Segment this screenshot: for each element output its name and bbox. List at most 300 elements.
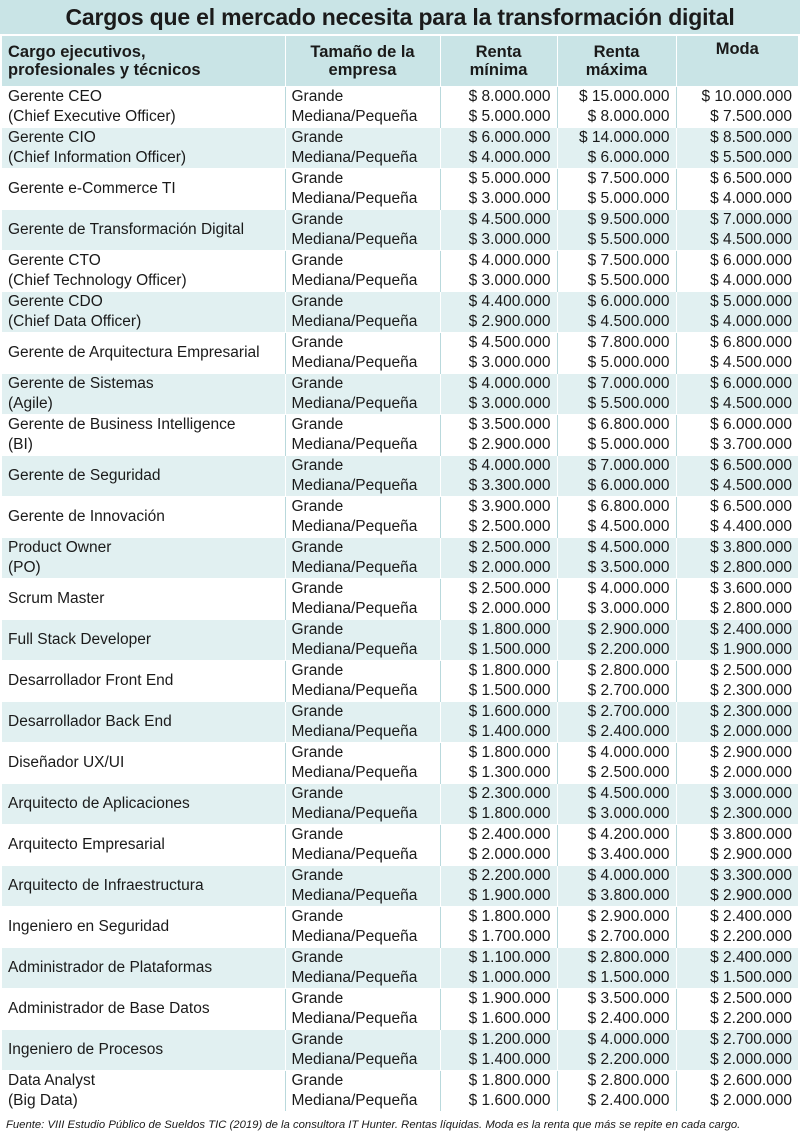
- moda-cell: [676, 948, 798, 989]
- moda-mediana: $ 2.800.000: [710, 600, 792, 617]
- renta-maxima-cell: [557, 251, 676, 292]
- minima-mediana: $ 2.900.000: [468, 436, 551, 453]
- tamano-mediana: Mediana/Pequeña: [291, 559, 418, 576]
- source-note: Fuente: VIII Estudio Público de Sueldos TIC (2019) de la consultora IT Hunter. Rentas líquidas. Moda es la renta que más se repite en cada cargo.: [6, 1119, 741, 1131]
- minima-grande: $ 1.100.000: [468, 949, 551, 966]
- cargo-name: Desarrollador Back End: [8, 713, 172, 730]
- minima-grande: $ 1.600.000: [468, 703, 551, 720]
- minima-grande: $ 6.000.000: [468, 129, 551, 146]
- tamano-grande: Grande: [291, 170, 344, 187]
- tamano-mediana: Mediana/Pequeña: [291, 272, 418, 289]
- renta-maxima-cell: [557, 784, 676, 825]
- moda-mediana: $ 4.500.000: [710, 477, 792, 494]
- table-row: [2, 702, 798, 743]
- tamano-grande: Grande: [291, 498, 344, 515]
- moda-cell: [676, 415, 798, 456]
- table-row: [2, 743, 798, 784]
- maxima-mediana: $ 5.500.000: [587, 395, 670, 412]
- table-row: [2, 210, 798, 251]
- tamano-mediana: Mediana/Pequeña: [291, 190, 418, 207]
- maxima-grande: $ 2.800.000: [587, 662, 670, 679]
- renta-maxima-cell: [557, 87, 676, 128]
- minima-grande: $ 5.000.000: [468, 170, 551, 187]
- tamano-grande: Grande: [291, 88, 344, 105]
- cargo-name: Gerente de Seguridad: [8, 467, 161, 484]
- moda-mediana: $ 2.800.000: [710, 559, 792, 576]
- renta-maxima-cell: [557, 825, 676, 866]
- moda-cell: [676, 1071, 798, 1112]
- table-row: [2, 87, 798, 128]
- moda-grande: $ 8.500.000: [710, 129, 792, 146]
- maxima-mediana: $ 2.200.000: [587, 641, 670, 658]
- cargo-name: Gerente de Transformación Digital: [8, 221, 245, 238]
- moda-cell: [676, 579, 798, 620]
- tamano-cell: [285, 87, 440, 128]
- cargo-cell: [2, 538, 285, 579]
- tamano-grande: Grande: [291, 785, 344, 802]
- tamano-mediana: Mediana/Pequeña: [291, 805, 418, 822]
- tamano-mediana: Mediana/Pequeña: [291, 436, 418, 453]
- renta-maxima-cell: [557, 415, 676, 456]
- moda-mediana: $ 2.000.000: [710, 1051, 792, 1068]
- minima-mediana: $ 2.000.000: [468, 846, 551, 863]
- tamano-cell: [285, 661, 440, 702]
- tamano-cell: [285, 374, 440, 415]
- minima-grande: $ 8.000.000: [468, 88, 551, 105]
- moda-cell: [676, 907, 798, 948]
- minima-grande: $ 1.800.000: [468, 662, 551, 679]
- moda-grande: $ 2.400.000: [710, 949, 792, 966]
- tamano-mediana: Mediana/Pequeña: [291, 354, 418, 371]
- moda-grande: $ 6.500.000: [710, 457, 792, 474]
- cargo-subtitle: (Agile): [8, 395, 53, 412]
- cargo-cell: [2, 825, 285, 866]
- tamano-mediana: Mediana/Pequeña: [291, 723, 418, 740]
- table-row: [2, 415, 798, 456]
- renta-maxima-cell: [557, 579, 676, 620]
- minima-mediana: $ 3.000.000: [468, 190, 551, 207]
- moda-mediana: $ 2.300.000: [710, 805, 792, 822]
- tamano-grande: Grande: [291, 293, 344, 310]
- maxima-grande: $ 6.000.000: [587, 293, 670, 310]
- moda-cell: [676, 784, 798, 825]
- tamano-cell: [285, 497, 440, 538]
- table-row: [2, 333, 798, 374]
- header-tamano: [285, 36, 440, 87]
- moda-mediana: $ 2.300.000: [710, 682, 792, 699]
- minima-mediana: $ 1.000.000: [468, 969, 551, 986]
- moda-grande: $ 3.000.000: [710, 785, 792, 802]
- minima-mediana: $ 3.000.000: [468, 395, 551, 412]
- moda-cell: [676, 251, 798, 292]
- renta-maxima-cell: [557, 620, 676, 661]
- tamano-cell: [285, 620, 440, 661]
- moda-mediana: $ 2.000.000: [710, 723, 792, 740]
- maxima-grande: $ 2.900.000: [587, 621, 670, 638]
- maxima-mediana: $ 2.400.000: [587, 723, 670, 740]
- header-maxima-line2: máxima: [585, 61, 648, 79]
- maxima-mediana: $ 1.500.000: [587, 969, 670, 986]
- tamano-mediana: Mediana/Pequeña: [291, 477, 418, 494]
- tamano-grande: Grande: [291, 129, 344, 146]
- maxima-mediana: $ 4.500.000: [587, 518, 670, 535]
- minima-mediana: $ 1.600.000: [468, 1092, 551, 1109]
- tamano-cell: [285, 743, 440, 784]
- moda-cell: [676, 87, 798, 128]
- cargo-name: Gerente CEO: [8, 88, 102, 105]
- tamano-grande: Grande: [291, 539, 344, 556]
- minima-grande: $ 2.300.000: [468, 785, 551, 802]
- minima-mediana: $ 2.900.000: [468, 313, 551, 330]
- moda-mediana: $ 4.000.000: [710, 190, 792, 207]
- cargo-cell: [2, 374, 285, 415]
- minima-grande: $ 1.800.000: [468, 621, 551, 638]
- minima-grande: $ 1.800.000: [468, 908, 551, 925]
- minima-mediana: $ 1.600.000: [468, 1010, 551, 1027]
- header-minima-line1: Renta: [475, 43, 522, 61]
- tamano-mediana: Mediana/Pequeña: [291, 149, 418, 166]
- minima-grande: $ 2.500.000: [468, 539, 551, 556]
- cargo-cell: [2, 333, 285, 374]
- renta-minima-cell: [440, 169, 557, 210]
- moda-mediana: $ 4.500.000: [710, 395, 792, 412]
- maxima-grande: $ 2.800.000: [587, 949, 670, 966]
- renta-minima-cell: [440, 784, 557, 825]
- maxima-mediana: $ 2.700.000: [587, 928, 670, 945]
- renta-minima-cell: [440, 948, 557, 989]
- tamano-mediana: Mediana/Pequeña: [291, 641, 418, 658]
- cargo-cell: [2, 661, 285, 702]
- maxima-mediana: $ 2.400.000: [587, 1092, 670, 1109]
- table-row: [2, 784, 798, 825]
- cargo-cell: [2, 702, 285, 743]
- cargo-name: Gerente CTO: [8, 252, 101, 269]
- cargo-subtitle: (BI): [8, 436, 33, 453]
- tamano-grande: Grande: [291, 334, 344, 351]
- moda-grande: $ 2.600.000: [710, 1072, 792, 1089]
- renta-minima-cell: [440, 743, 557, 784]
- renta-maxima-cell: [557, 948, 676, 989]
- maxima-grande: $ 7.000.000: [587, 375, 670, 392]
- moda-cell: [676, 825, 798, 866]
- header-renta-minima: [440, 36, 557, 87]
- maxima-mediana: $ 2.400.000: [587, 1010, 670, 1027]
- minima-grande: $ 1.800.000: [468, 1072, 551, 1089]
- moda-cell: [676, 620, 798, 661]
- moda-cell: [676, 866, 798, 907]
- renta-maxima-cell: [557, 538, 676, 579]
- tamano-cell: [285, 784, 440, 825]
- tamano-cell: [285, 538, 440, 579]
- moda-grande: $ 2.900.000: [710, 744, 792, 761]
- moda-cell: [676, 989, 798, 1030]
- minima-grande: $ 4.000.000: [468, 375, 551, 392]
- maxima-mediana: $ 5.000.000: [587, 190, 670, 207]
- tamano-cell: [285, 169, 440, 210]
- minima-mediana: $ 1.800.000: [468, 805, 551, 822]
- tamano-cell: [285, 825, 440, 866]
- header-tamano-line2: empresa: [328, 61, 397, 79]
- minima-grande: $ 2.500.000: [468, 580, 551, 597]
- moda-cell: [676, 1030, 798, 1071]
- tamano-cell: [285, 1030, 440, 1071]
- cargo-cell: [2, 292, 285, 333]
- renta-minima-cell: [440, 1071, 557, 1112]
- maxima-grande: $ 6.800.000: [587, 498, 670, 515]
- tamano-mediana: Mediana/Pequeña: [291, 846, 418, 863]
- renta-maxima-cell: [557, 497, 676, 538]
- moda-grande: $ 5.000.000: [710, 293, 792, 310]
- tamano-mediana: Mediana/Pequeña: [291, 969, 418, 986]
- minima-mediana: $ 4.000.000: [468, 149, 551, 166]
- maxima-mediana: $ 4.500.000: [587, 313, 670, 330]
- cargo-name: Gerente de Arquitectura Empresarial: [8, 344, 260, 361]
- tamano-cell: [285, 210, 440, 251]
- moda-grande: $ 10.000.000: [701, 88, 792, 105]
- moda-grande: $ 2.500.000: [710, 990, 792, 1007]
- minima-mediana: $ 3.000.000: [468, 231, 551, 248]
- cargo-cell: [2, 251, 285, 292]
- maxima-mediana: $ 3.000.000: [587, 805, 670, 822]
- table-row: [2, 538, 798, 579]
- table-row: [2, 456, 798, 497]
- tamano-mediana: Mediana/Pequeña: [291, 395, 418, 412]
- tamano-grande: Grande: [291, 211, 344, 228]
- table-row: [2, 866, 798, 907]
- tamano-grande: Grande: [291, 867, 344, 884]
- moda-grande: $ 6.500.000: [710, 498, 792, 515]
- tamano-mediana: Mediana/Pequeña: [291, 887, 418, 904]
- renta-minima-cell: [440, 87, 557, 128]
- maxima-grande: $ 15.000.000: [578, 88, 670, 105]
- renta-minima-cell: [440, 1030, 557, 1071]
- moda-cell: [676, 538, 798, 579]
- renta-minima-cell: [440, 415, 557, 456]
- table-row: [2, 907, 798, 948]
- maxima-grande: $ 7.000.000: [587, 457, 670, 474]
- tamano-mediana: Mediana/Pequeña: [291, 928, 418, 945]
- tamano-cell: [285, 907, 440, 948]
- moda-cell: [676, 743, 798, 784]
- maxima-mediana: $ 3.000.000: [587, 600, 670, 617]
- moda-grande: $ 3.800.000: [710, 826, 792, 843]
- header-moda: [676, 36, 798, 87]
- moda-mediana: $ 2.900.000: [710, 887, 792, 904]
- moda-grande: $ 6.000.000: [710, 252, 792, 269]
- maxima-mediana: $ 3.500.000: [587, 559, 670, 576]
- cargo-name: Gerente e-Commerce TI: [8, 180, 176, 197]
- moda-grande: $ 3.300.000: [710, 867, 792, 884]
- renta-maxima-cell: [557, 866, 676, 907]
- tamano-grande: Grande: [291, 621, 344, 638]
- tamano-cell: [285, 1071, 440, 1112]
- cargo-subtitle: (Chief Data Officer): [8, 313, 142, 330]
- maxima-mediana: $ 2.500.000: [587, 764, 670, 781]
- tamano-cell: [285, 456, 440, 497]
- tamano-mediana: Mediana/Pequeña: [291, 108, 418, 125]
- tamano-mediana: Mediana/Pequeña: [291, 1051, 418, 1068]
- cargo-subtitle: (Big Data): [8, 1092, 78, 1109]
- cargo-name: Product Owner: [8, 539, 112, 556]
- cargo-name: Administrador de Plataformas: [8, 959, 213, 976]
- maxima-mediana: $ 6.000.000: [587, 477, 670, 494]
- renta-maxima-cell: [557, 456, 676, 497]
- header-cargo-line1: Cargo ejecutivos,: [8, 43, 146, 61]
- table-row: [2, 1030, 798, 1071]
- renta-minima-cell: [440, 907, 557, 948]
- moda-cell: [676, 210, 798, 251]
- maxima-mediana: $ 3.800.000: [587, 887, 670, 904]
- table-row: [2, 374, 798, 415]
- cargo-subtitle: (Chief Executive Officer): [8, 108, 176, 125]
- renta-maxima-cell: [557, 1071, 676, 1112]
- cargo-cell: [2, 415, 285, 456]
- cargo-name: Gerente CIO: [8, 129, 96, 146]
- table-row: [2, 497, 798, 538]
- renta-minima-cell: [440, 128, 557, 169]
- tamano-cell: [285, 989, 440, 1030]
- moda-cell: [676, 456, 798, 497]
- tamano-grande: Grande: [291, 744, 344, 761]
- moda-cell: [676, 169, 798, 210]
- tamano-grande: Grande: [291, 703, 344, 720]
- header-renta-maxima: [557, 36, 676, 87]
- cargo-cell: [2, 169, 285, 210]
- cargo-cell: [2, 989, 285, 1030]
- tamano-grande: Grande: [291, 908, 344, 925]
- moda-mediana: $ 1.900.000: [710, 641, 792, 658]
- cargo-cell: [2, 87, 285, 128]
- moda-mediana: $ 4.000.000: [710, 272, 792, 289]
- table-row: [2, 1071, 798, 1112]
- moda-grande: $ 6.000.000: [710, 375, 792, 392]
- cargo-cell: [2, 1030, 285, 1071]
- minima-grande: $ 4.000.000: [468, 252, 551, 269]
- tamano-grande: Grande: [291, 826, 344, 843]
- minima-mediana: $ 1.500.000: [468, 682, 551, 699]
- renta-minima-cell: [440, 620, 557, 661]
- minima-mediana: $ 1.400.000: [468, 723, 551, 740]
- cargo-cell: [2, 579, 285, 620]
- table-row: [2, 661, 798, 702]
- tamano-mediana: Mediana/Pequeña: [291, 1092, 418, 1109]
- moda-grande: $ 2.300.000: [710, 703, 792, 720]
- maxima-mediana: $ 5.500.000: [587, 272, 670, 289]
- moda-cell: [676, 128, 798, 169]
- table-row: [2, 251, 798, 292]
- maxima-grande: $ 7.500.000: [587, 252, 670, 269]
- tamano-grande: Grande: [291, 375, 344, 392]
- maxima-grande: $ 3.500.000: [587, 990, 670, 1007]
- maxima-grande: $ 4.000.000: [587, 867, 670, 884]
- tamano-grande: Grande: [291, 580, 344, 597]
- renta-minima-cell: [440, 661, 557, 702]
- renta-minima-cell: [440, 333, 557, 374]
- maxima-grande: $ 4.000.000: [587, 744, 670, 761]
- cargo-subtitle: (Chief Information Officer): [8, 149, 187, 166]
- cargo-cell: [2, 948, 285, 989]
- tamano-cell: [285, 948, 440, 989]
- moda-grande: $ 2.400.000: [710, 621, 792, 638]
- table-row: [2, 948, 798, 989]
- moda-cell: [676, 292, 798, 333]
- cargo-name: Gerente CDO: [8, 293, 103, 310]
- cargo-cell: [2, 456, 285, 497]
- maxima-grande: $ 7.500.000: [587, 170, 670, 187]
- minima-grande: $ 4.400.000: [468, 293, 551, 310]
- tamano-grande: Grande: [291, 252, 344, 269]
- maxima-grande: $ 2.800.000: [587, 1072, 670, 1089]
- minima-grande: $ 2.400.000: [468, 826, 551, 843]
- renta-minima-cell: [440, 497, 557, 538]
- moda-mediana: $ 2.000.000: [710, 1092, 792, 1109]
- maxima-grande: $ 6.800.000: [587, 416, 670, 433]
- tamano-mediana: Mediana/Pequeña: [291, 313, 418, 330]
- minima-mediana: $ 1.900.000: [468, 887, 551, 904]
- minima-grande: $ 3.500.000: [468, 416, 551, 433]
- moda-cell: [676, 497, 798, 538]
- moda-mediana: $ 2.900.000: [710, 846, 792, 863]
- minima-grande: $ 3.900.000: [468, 498, 551, 515]
- renta-minima-cell: [440, 702, 557, 743]
- maxima-mediana: $ 3.400.000: [587, 846, 670, 863]
- moda-grande: $ 2.500.000: [710, 662, 792, 679]
- maxima-grande: $ 4.200.000: [587, 826, 670, 843]
- renta-minima-cell: [440, 292, 557, 333]
- cargo-cell: [2, 907, 285, 948]
- tamano-cell: [285, 702, 440, 743]
- maxima-mediana: $ 5.500.000: [587, 231, 670, 248]
- maxima-grande: $ 14.000.000: [578, 129, 670, 146]
- maxima-grande: $ 2.900.000: [587, 908, 670, 925]
- moda-mediana: $ 5.500.000: [710, 149, 792, 166]
- tamano-grande: Grande: [291, 1031, 344, 1048]
- tamano-mediana: Mediana/Pequeña: [291, 518, 418, 535]
- moda-grande: $ 2.400.000: [710, 908, 792, 925]
- tamano-mediana: Mediana/Pequeña: [291, 1010, 418, 1027]
- tamano-cell: [285, 579, 440, 620]
- table-header: [2, 36, 798, 87]
- cargo-name: Arquitecto de Infraestructura: [8, 877, 204, 894]
- tamano-grande: Grande: [291, 662, 344, 679]
- maxima-grande: $ 7.800.000: [587, 334, 670, 351]
- cargo-name: Arquitecto Empresarial: [8, 836, 165, 853]
- moda-mediana: $ 2.200.000: [710, 1010, 792, 1027]
- cargo-subtitle: (Chief Technology Officer): [8, 272, 187, 289]
- renta-maxima-cell: [557, 128, 676, 169]
- cargo-name: Data Analyst: [8, 1072, 96, 1089]
- renta-minima-cell: [440, 866, 557, 907]
- tamano-grande: Grande: [291, 949, 344, 966]
- moda-cell: [676, 374, 798, 415]
- minima-mediana: $ 1.300.000: [468, 764, 551, 781]
- renta-maxima-cell: [557, 333, 676, 374]
- header-cargo-line2: profesionales y técnicos: [8, 61, 201, 79]
- maxima-grande: $ 9.500.000: [587, 211, 670, 228]
- cargo-name: Gerente de Sistemas: [8, 375, 154, 392]
- cargo-name: Ingeniero en Seguridad: [8, 918, 170, 935]
- moda-grande: $ 6.500.000: [710, 170, 792, 187]
- header-cargo: [2, 36, 285, 87]
- cargo-cell: [2, 128, 285, 169]
- renta-minima-cell: [440, 251, 557, 292]
- minima-mediana: $ 5.000.000: [468, 108, 551, 125]
- renta-minima-cell: [440, 989, 557, 1030]
- cargo-name: Desarrollador Front End: [8, 672, 174, 689]
- cargo-subtitle: (PO): [8, 559, 41, 576]
- minima-grande: $ 1.800.000: [468, 744, 551, 761]
- renta-maxima-cell: [557, 1030, 676, 1071]
